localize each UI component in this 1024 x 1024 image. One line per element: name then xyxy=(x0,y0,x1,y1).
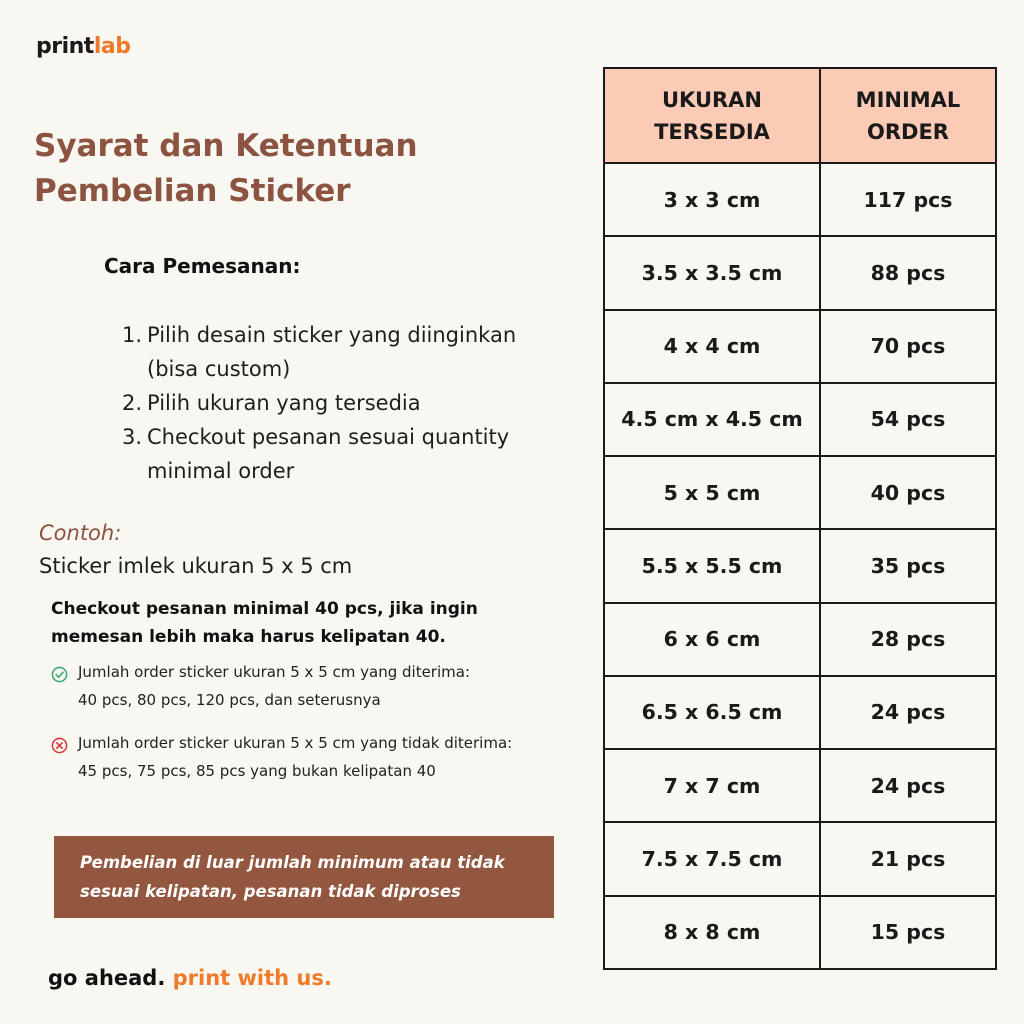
size-min-order-table xyxy=(603,67,997,970)
order-step xyxy=(122,386,572,420)
min-order-cell: 88 pcs xyxy=(820,236,996,309)
rejected-rule-line-2: 45 pcs, 75 pcs, 85 pcs yang bukan kelipatan 40 xyxy=(78,762,436,780)
min-order-cell: 24 pcs xyxy=(820,749,996,822)
footer-tagline xyxy=(48,966,332,990)
step-number: 1. xyxy=(122,323,143,347)
title-line-2: Pembelian Sticker xyxy=(34,173,351,209)
table-row xyxy=(604,310,996,383)
rejected-rule-line-1: Jumlah order sticker ukuran 5 x 5 cm yang tidak diterima: xyxy=(78,734,513,752)
contoh-label: Contoh: xyxy=(39,521,122,545)
table-row xyxy=(604,822,996,895)
logo xyxy=(36,34,130,59)
order-step xyxy=(122,420,572,488)
step-text: Pilih ukuran yang tersedia xyxy=(147,391,421,415)
table-row xyxy=(604,383,996,456)
size-cell: 3.5 x 3.5 cm xyxy=(604,236,820,309)
table-row xyxy=(604,896,996,969)
tagline-accent: print with us. xyxy=(172,966,332,990)
header-ukuran-tersedia: UKURAN TERSEDIA xyxy=(604,68,820,163)
checkout-note-line-2: memesan lebih maka harus kelipatan 40. xyxy=(51,627,446,647)
size-cell: 6 x 6 cm xyxy=(604,603,820,676)
table-row xyxy=(604,163,996,236)
min-order-cell: 28 pcs xyxy=(820,603,996,676)
size-cell: 5 x 5 cm xyxy=(604,456,820,529)
checkout-note-line-1: Checkout pesanan minimal 40 pcs, jika ingin xyxy=(51,599,478,619)
checkout-note xyxy=(51,595,551,651)
page-title xyxy=(34,124,418,214)
step-number: 2. xyxy=(122,391,143,415)
warning-banner-line-1: Pembelian di luar jumlah minimum atau tidak xyxy=(80,853,505,872)
table-row xyxy=(604,749,996,822)
min-order-cell: 40 pcs xyxy=(820,456,996,529)
cara-pemesanan-heading: Cara Pemesanan: xyxy=(104,254,301,278)
min-order-cell: 24 pcs xyxy=(820,676,996,749)
tagline-main: go ahead. xyxy=(48,966,166,990)
min-order-cell: 35 pcs xyxy=(820,529,996,602)
logo-accent: lab xyxy=(93,34,131,59)
size-cell: 8 x 8 cm xyxy=(604,896,820,969)
check-circle-icon xyxy=(51,658,78,714)
order-steps-list xyxy=(122,318,572,488)
size-cell: 7 x 7 cm xyxy=(604,749,820,822)
accepted-rule xyxy=(51,658,591,714)
table-row xyxy=(604,529,996,602)
accepted-rule-line-1: Jumlah order sticker ukuran 5 x 5 cm yang diterima: xyxy=(78,663,470,681)
header-minimal-order: MINIMAL ORDER xyxy=(820,68,996,163)
warning-banner xyxy=(54,836,554,918)
x-circle-icon xyxy=(51,729,78,785)
order-step xyxy=(122,318,572,386)
table-row xyxy=(604,676,996,749)
table-row xyxy=(604,456,996,529)
contoh-text: Sticker imlek ukuran 5 x 5 cm xyxy=(39,554,353,578)
rejected-rule xyxy=(51,729,591,785)
table-row xyxy=(604,236,996,309)
table-header-row xyxy=(604,68,996,163)
accepted-rule-line-2: 40 pcs, 80 pcs, 120 pcs, dan seterusnya xyxy=(78,691,381,709)
rejected-rule-text xyxy=(78,729,512,785)
title-line-1: Syarat dan Ketentuan xyxy=(34,128,418,164)
table-row xyxy=(604,603,996,676)
step-text: Checkout pesanan sesuai quantity minimal order xyxy=(147,425,510,483)
size-cell: 5.5 x 5.5 cm xyxy=(604,529,820,602)
min-order-cell: 21 pcs xyxy=(820,822,996,895)
min-order-cell: 117 pcs xyxy=(820,163,996,236)
size-cell: 7.5 x 7.5 cm xyxy=(604,822,820,895)
size-cell: 4.5 cm x 4.5 cm xyxy=(604,383,820,456)
min-order-cell: 70 pcs xyxy=(820,310,996,383)
size-cell: 4 x 4 cm xyxy=(604,310,820,383)
warning-banner-line-2: sesuai kelipatan, pesanan tidak diproses xyxy=(80,882,461,901)
size-cell: 6.5 x 6.5 cm xyxy=(604,676,820,749)
accepted-rule-text xyxy=(78,658,470,714)
min-order-cell: 54 pcs xyxy=(820,383,996,456)
step-number: 3. xyxy=(122,425,143,449)
step-text: Pilih desain sticker yang diinginkan (bisa custom) xyxy=(147,323,517,381)
min-order-cell: 15 pcs xyxy=(820,896,996,969)
logo-main: print xyxy=(36,34,94,59)
size-cell: 3 x 3 cm xyxy=(604,163,820,236)
